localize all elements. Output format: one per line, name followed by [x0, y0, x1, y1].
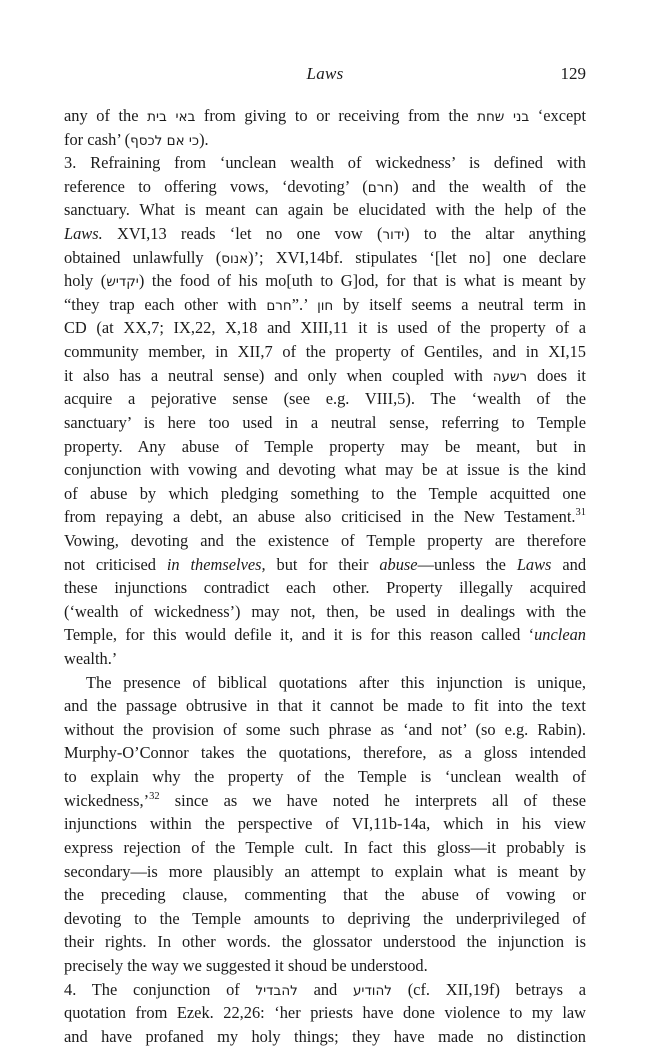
hebrew-term: להודיע — [352, 982, 392, 999]
text-run: 4. The conjunction of — [64, 979, 256, 999]
text-line — [64, 671, 586, 695]
text-run: )’; XVI,14bf. stipulates ‘[let no] one declare — [248, 247, 586, 267]
hebrew-term: להבדיל — [255, 982, 298, 999]
hebrew-term: אנוס — [221, 250, 249, 267]
text-run: sanctuary’ is here too used in a neutral sense, referring to Temple — [64, 412, 586, 432]
text-line — [64, 907, 586, 931]
text-run: (‘wealth of wickedness’) may not, then, be used in dealings with the — [64, 601, 586, 621]
running-title: Laws — [306, 64, 344, 83]
text-run: ”.’ — [291, 294, 318, 314]
italic-run: Laws. — [64, 224, 103, 244]
text-line — [64, 246, 586, 270]
text-line — [64, 340, 586, 364]
text-line — [64, 198, 586, 222]
text-line — [64, 505, 586, 529]
text-line — [64, 623, 586, 647]
text-run: injunctions within the perspective of VI,11b-14a, which in his view — [64, 814, 586, 834]
text-line — [64, 883, 586, 907]
footnote-ref: 32 — [149, 790, 160, 802]
text-run: precisely the way we suggested it shoud be understood. — [64, 955, 428, 975]
text-line — [64, 978, 586, 1002]
text-run: —unless the — [417, 554, 517, 574]
text-line — [64, 529, 586, 553]
italic-run: abuse — [379, 554, 418, 574]
text-run: by itself seems a neutral term in — [333, 294, 586, 314]
text-run: without the provision of some such phrase as ‘and not’ (so e.g. Rabin). — [64, 719, 586, 739]
text-run: wickedness,’ — [64, 790, 150, 810]
running-header — [64, 64, 586, 86]
text-run: wealth.’ — [64, 649, 118, 669]
body-text — [64, 104, 586, 1048]
text-run: obtained unlawfully ( — [64, 247, 222, 267]
text-line — [64, 128, 586, 152]
text-line — [64, 269, 586, 293]
text-run: and have profaned my holy things; they have made no distinction — [64, 1026, 586, 1046]
hebrew-term: חרם — [266, 297, 292, 314]
text-run: reference to offering vows, ‘devoting’ ( — [64, 176, 368, 196]
text-run: quotation from Ezek. 22,26: ‘her priests have done violence to my law — [64, 1003, 586, 1023]
text-run: ) the food of his mo[uth to G]od, for that is what is meant by — [138, 271, 586, 291]
hebrew-term: יקדיש — [106, 274, 139, 291]
text-line — [64, 741, 586, 765]
text-run: (cf. XII,19f) betrays a — [391, 979, 586, 999]
text-run: CD (at XX,7; IX,22, X,18 and XIII,11 it is used of the property of a — [64, 318, 586, 338]
text-run: from giving to or receiving from the — [195, 106, 478, 125]
text-run — [504, 106, 513, 125]
text-line — [64, 435, 586, 459]
text-run: any of the — [64, 106, 148, 125]
text-run: XVI,13 reads ‘let no one vow ( — [102, 224, 383, 244]
text-line — [64, 458, 586, 482]
hebrew-term: בית — [147, 109, 167, 125]
hebrew-term: חון — [317, 297, 334, 314]
text-run: acquire a pejorative sense (see e.g. VIII,5). The ‘wealth of the — [64, 389, 586, 409]
text-line — [64, 694, 586, 718]
text-run: and — [297, 979, 353, 999]
hebrew-term: בני — [512, 109, 530, 125]
text-line — [64, 151, 586, 175]
text-line — [64, 175, 586, 199]
text-run: Vowing, devoting and the existence of Temple property are therefore — [64, 530, 586, 550]
italic-run: in themselves, — [166, 554, 266, 574]
text-run: sanctuary. What is meant can again be elucidated with the help of the — [64, 200, 586, 220]
text-line — [64, 553, 586, 577]
text-run: “they trap each other with — [64, 294, 267, 314]
text-run: for cash’ ( — [64, 129, 131, 149]
text-run: secondary—is more plausibly an attempt to explain what is meant by — [64, 861, 586, 881]
text-line — [64, 600, 586, 624]
text-line — [64, 482, 586, 506]
text-line — [64, 316, 586, 340]
hebrew-term: כי אם לכסף — [130, 132, 200, 149]
italic-run: Laws — [516, 554, 552, 574]
hebrew-term: חרם — [367, 179, 394, 196]
italic-run: unclean — [534, 625, 586, 645]
text-run: the preceding clause, commenting that the abuse of vowing or — [64, 885, 586, 905]
hebrew-term: שחת — [477, 109, 505, 125]
text-line — [64, 812, 586, 836]
text-line — [64, 765, 586, 789]
text-line — [64, 576, 586, 600]
text-run: property. Any abuse of Temple property may be meant, but in — [64, 436, 586, 456]
text-line — [64, 860, 586, 884]
text-line — [64, 387, 586, 411]
text-run: and the passage obtrusive in that it cannot be made to fit into the text — [64, 696, 586, 716]
text-run: Temple, for this would defile it, and it is for this reason called ‘ — [64, 625, 535, 645]
text-run: holy ( — [64, 271, 107, 291]
text-run: The presence of biblical quotations after this injunction is unique, — [86, 672, 586, 692]
text-run: does it — [527, 365, 586, 385]
text-line — [64, 647, 586, 671]
text-run: ) and the wealth of the — [393, 176, 586, 196]
text-line — [64, 1025, 586, 1048]
text-line — [64, 789, 586, 813]
text-run: devoting to the Temple amounts to depriving the underprivileged of — [64, 908, 586, 928]
text-line — [64, 930, 586, 954]
text-run: and — [551, 554, 587, 574]
text-line — [64, 222, 586, 246]
text-run: ‘except — [529, 106, 587, 125]
hebrew-term: רשעה — [492, 368, 528, 385]
text-line — [64, 293, 586, 317]
hebrew-term: ידור — [382, 227, 405, 244]
text-line — [64, 1001, 586, 1025]
text-line — [64, 411, 586, 435]
text-run: of abuse by which pledging something to the Temple acquitted one — [64, 483, 586, 503]
text-run: but for their — [265, 554, 380, 574]
text-run: Murphy-O’Connor takes the quotations, therefore, as a gloss intended — [64, 743, 586, 763]
text-line — [64, 718, 586, 742]
text-run: it also has a neutral sense) and only when coupled with — [64, 365, 493, 385]
text-line — [64, 364, 586, 388]
page-number: 129 — [560, 64, 586, 83]
footnote-ref: 31 — [575, 507, 586, 519]
text-run: from repaying a debt, an abuse also criticised in the New Testament. — [64, 507, 576, 527]
text-line — [64, 836, 586, 860]
text-run: not criticised — [64, 554, 167, 574]
text-run: 3. Refraining from ‘unclean wealth of wickedness’ is defined with — [64, 153, 586, 173]
text-run: since as we have noted he interprets all of these — [159, 790, 586, 810]
text-run: ). — [199, 129, 209, 149]
text-run: their rights. In other words. the glossator understood the injunction is — [64, 932, 586, 952]
hebrew-term: באי — [175, 109, 196, 125]
text-run: community member, in XII,7 of the property of Gentiles, and in XI,15 — [64, 342, 586, 362]
text-run: to explain why the property of the Temple is ‘unclean wealth of — [64, 767, 586, 787]
text-run: these injunctions contradict each other. Property illegally acquired — [64, 578, 586, 598]
text-line — [64, 104, 586, 128]
text-run: ) to the altar anything — [404, 224, 586, 244]
text-line — [64, 954, 586, 978]
text-run: express rejection of the Temple cult. In fact this gloss—it probably is — [64, 837, 586, 857]
text-run: conjunction with vowing and devoting what may be at issue is the kind — [64, 460, 586, 480]
